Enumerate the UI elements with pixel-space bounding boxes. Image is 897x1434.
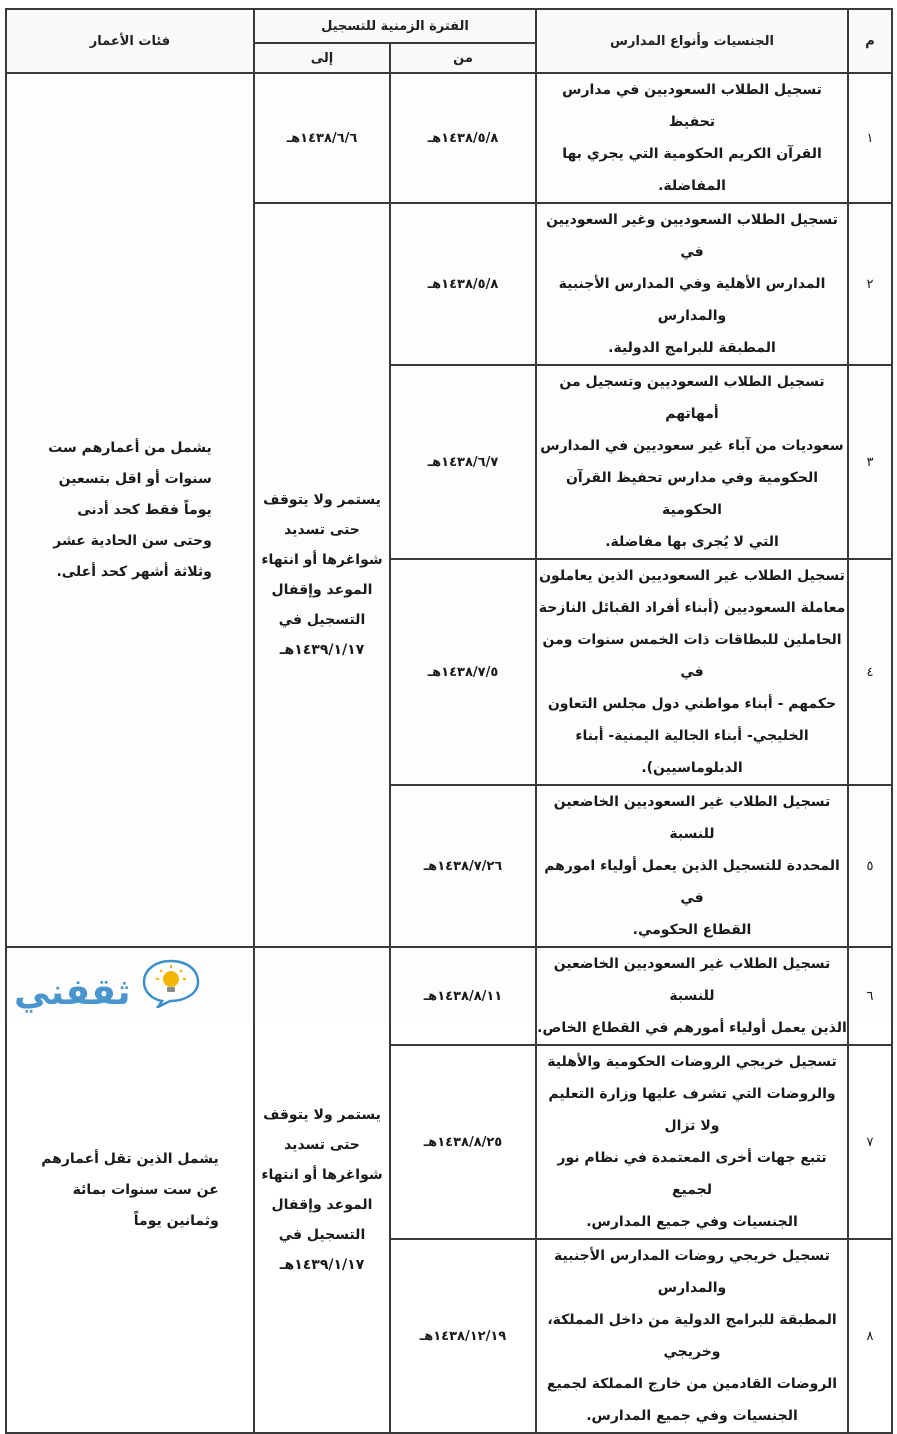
header-to: إلى bbox=[254, 43, 390, 73]
lightbulb-icon bbox=[140, 958, 202, 1008]
category-line: تسجيل الطلاب غير السعوديين الذين يعاملون bbox=[539, 568, 845, 584]
to-line: حتى تسديد bbox=[284, 522, 360, 538]
row-number: ٧ bbox=[848, 1045, 892, 1239]
row-date-from: ١٤٣٨/١٢/١٩هـ bbox=[390, 1239, 536, 1433]
row-number: ٣ bbox=[848, 365, 892, 559]
category-line: المطبقة للبرامج الدولية. bbox=[608, 340, 776, 356]
category-line: المدارس الأهلية وفي المدارس الأجنبية والمدارس bbox=[558, 276, 826, 324]
age-line: يشمل من أعمارهم ست bbox=[48, 439, 212, 456]
category-line: الجنسيات وفي جميع المدارس. bbox=[586, 1408, 798, 1424]
row-category bbox=[536, 947, 848, 1045]
to-line: التسجيل في bbox=[278, 1227, 366, 1243]
to-line: ١٤٣٩/١/١٧هـ bbox=[279, 1257, 365, 1273]
row-category bbox=[536, 785, 848, 947]
category-line: الدبلوماسيين). bbox=[641, 760, 743, 776]
category-line: الجنسيات وفي جميع المدارس. bbox=[586, 1214, 798, 1230]
row-category bbox=[536, 203, 848, 365]
category-line: تسجيل خريجي الروضات الحكومية والأهلية bbox=[547, 1054, 837, 1070]
category-line: تسجيل خريجي روضات المدارس الأجنبية والمدارس bbox=[554, 1248, 830, 1296]
row-number: ٥ bbox=[848, 785, 892, 947]
to-line: شواغرها أو انتهاء bbox=[261, 552, 383, 568]
age-line: يشمل الذين تقل أعمارهم bbox=[41, 1150, 219, 1167]
ages-group-1 bbox=[6, 73, 254, 947]
row-date-from: ١٤٣٨/٦/٧هـ bbox=[390, 365, 536, 559]
age-line: وحتى سن الحادية عشر bbox=[53, 532, 212, 549]
row-date-from: ١٤٣٨/٧/٥هـ bbox=[390, 559, 536, 785]
row-date-from: ١٤٣٨/٧/٢٦هـ bbox=[390, 785, 536, 947]
table-row bbox=[6, 947, 892, 1045]
category-line: تسجيل الطلاب غير السعوديين الخاضعين للنسبة bbox=[553, 956, 831, 1004]
category-line: القرآن الكريم الحكومية التي يجري بها المفاضلة. bbox=[562, 146, 822, 194]
row-category bbox=[536, 559, 848, 785]
category-line: سعوديات من آباء غير سعوديين في المدارس bbox=[540, 438, 844, 454]
row-date-from: ١٤٣٨/٨/١١هـ bbox=[390, 947, 536, 1045]
row-category bbox=[536, 73, 848, 203]
table-row bbox=[6, 73, 892, 203]
category-line: والروضات التي تشرف عليها وزارة التعليم ولا تزال bbox=[548, 1086, 836, 1134]
category-line: الحاملين للبطاقات ذات الخمس سنوات ومن في bbox=[542, 632, 842, 680]
header-ages: فئات الأعمار bbox=[6, 9, 254, 73]
row-date-from: ١٤٣٨/٨/٢٥هـ bbox=[390, 1045, 536, 1239]
registration-schedule-table bbox=[5, 8, 893, 1434]
age-line: سنوات أو اقل بتسعين bbox=[58, 470, 212, 487]
category-line: تسجيل الطلاب السعوديين في مدارس تحفيظ bbox=[562, 82, 822, 130]
category-line: المحددة للتسجيل الذين يعمل أولياء امورهم في bbox=[544, 858, 840, 906]
watermark-logo-text: ثقفني bbox=[14, 972, 131, 1013]
row-category bbox=[536, 1239, 848, 1433]
category-line: المطبقة للبرامج الدولية من داخل المملكة، وخريجي bbox=[547, 1312, 837, 1360]
category-line: تتبع جهات أخرى المعتمدة في نظام نور لجميع bbox=[557, 1150, 827, 1198]
age-line: عن ست سنوات بمائة bbox=[72, 1181, 219, 1198]
category-line: حكمهم - أبناء مواطني دول مجلس التعاون bbox=[547, 696, 837, 712]
row-number: ٦ bbox=[848, 947, 892, 1045]
row-date-from: ١٤٣٨/٥/٨هـ bbox=[390, 203, 536, 365]
to-group-1 bbox=[254, 203, 390, 947]
category-line: القطاع الحكومي. bbox=[632, 922, 752, 938]
to-line: التسجيل في bbox=[278, 612, 366, 628]
row-number: ٨ bbox=[848, 1239, 892, 1433]
category-line: الحكومية وفي مدارس تحفيظ القرآن الحكومية bbox=[565, 470, 819, 518]
to-line: يستمر ولا يتوقف bbox=[263, 1107, 381, 1123]
header-category: الجنسيات وأنواع المدارس bbox=[536, 9, 848, 73]
category-line: الخليجي- أبناء الجالية اليمنية- أبناء bbox=[575, 728, 809, 744]
row-number: ٤ bbox=[848, 559, 892, 785]
category-line: الروضات القادمين من خارج المملكة لجميع bbox=[546, 1376, 838, 1392]
header-period: الفترة الزمنية للتسجيل bbox=[254, 9, 536, 43]
to-line: حتى تسديد bbox=[284, 1137, 360, 1153]
category-line: معاملة السعوديين (أبناء أفراد القبائل النازحة bbox=[538, 600, 846, 616]
age-line: يوماً فقط كحد أدنى bbox=[77, 501, 212, 518]
category-line: تسجيل الطلاب غير السعوديين الخاضعين للنسبة bbox=[553, 794, 831, 842]
header-from: من bbox=[390, 43, 536, 73]
age-line: وثمانين يوماً bbox=[133, 1212, 219, 1229]
to-line: الموعد وإقفال bbox=[271, 1197, 373, 1213]
row-category bbox=[536, 365, 848, 559]
category-line: التي لا يُجرى بها مفاضلة. bbox=[605, 534, 779, 550]
to-line: يستمر ولا يتوقف bbox=[263, 492, 381, 508]
header-number: م bbox=[848, 9, 892, 73]
row-number: ٢ bbox=[848, 203, 892, 365]
row-date-from: ١٤٣٨/٥/٨هـ bbox=[390, 73, 536, 203]
category-line: تسجيل الطلاب السعوديين وغير السعوديين في bbox=[546, 212, 838, 260]
ages-group-2 bbox=[6, 947, 254, 1433]
row-number: ١ bbox=[848, 73, 892, 203]
to-group-2 bbox=[254, 947, 390, 1433]
to-line: شواغرها أو انتهاء bbox=[261, 1167, 383, 1183]
row-category bbox=[536, 1045, 848, 1239]
to-line: الموعد وإقفال bbox=[271, 582, 373, 598]
age-line: وثلاثة أشهر كحد أعلى. bbox=[56, 563, 212, 580]
to-line: ١٤٣٩/١/١٧هـ bbox=[279, 642, 365, 658]
category-line: الذين يعمل أولياء أمورهم في القطاع الخاص. bbox=[537, 1020, 847, 1036]
category-line: تسجيل الطلاب السعوديين وتسجيل من أمهاتهم bbox=[559, 374, 825, 422]
row-date-to: ١٤٣٨/٦/٦هـ bbox=[254, 73, 390, 203]
